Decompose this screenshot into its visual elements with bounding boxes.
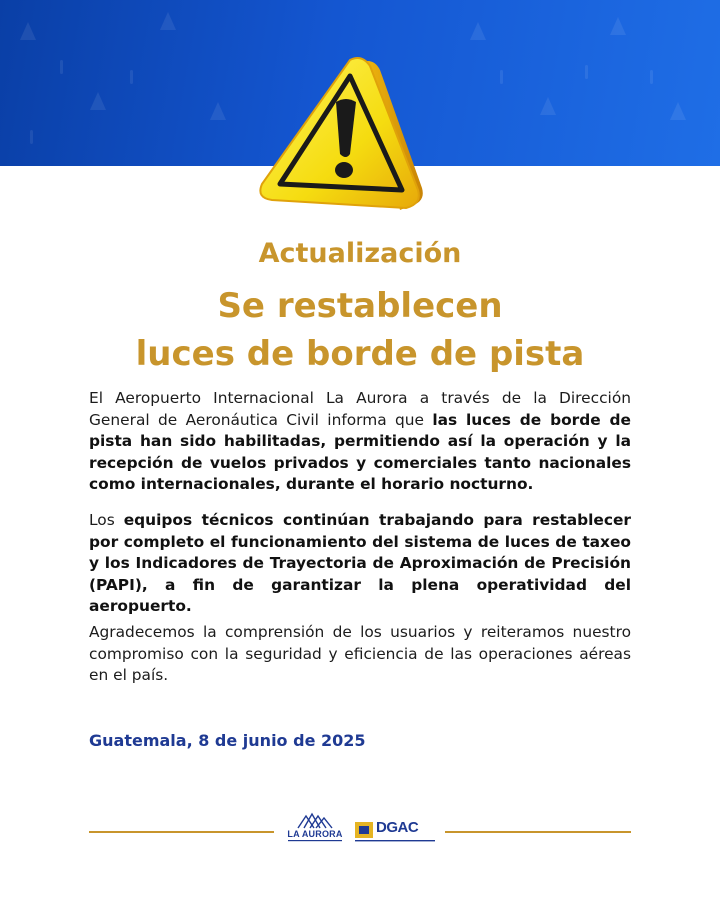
paragraph-2-bold: equipos técnicos continúan trabajando para restablecer por completo el funcionamiento del sistema de luces de taxeo y los Indicadores de Trayectoria de Aproximación de Precisión (PAPI), a fin de garantizar la plena operatividad del aeropuerto. xyxy=(89,511,631,615)
footer-divider-left xyxy=(89,831,274,833)
paragraph-2-normal: Los xyxy=(89,511,124,529)
paragraph-1-normal: El Aeropuerto Internacional La Aurora a través de la Dirección General de Aeronáutica Civil informa que xyxy=(89,389,631,429)
title-line-1: Se restablecen xyxy=(217,286,503,326)
paragraph-1-bold: las luces de borde de pista han sido habilitadas, permitiendo así la operación y la recepción de vuelos privados y comerciales tanto nacionales como internacionales, durante el horario nocturno. xyxy=(89,410,631,493)
la-aurora-logo-text: LA AURORA xyxy=(287,829,343,839)
warning-triangle-icon xyxy=(250,50,430,230)
update-kicker: Actualización xyxy=(258,238,462,269)
paragraph-2 xyxy=(89,510,631,618)
footer-divider-right xyxy=(445,831,631,833)
paragraph-3: Agradecemos la comprensión de los usuarios y reiteramos nuestro compromiso con la seguridad y eficiencia de las operaciones aéreas en el país. xyxy=(89,623,631,684)
page-title xyxy=(0,282,720,378)
paragraph-1 xyxy=(89,388,631,496)
dgac-logo-text: DGAC xyxy=(376,819,419,836)
title-line-2: luces de borde de pista xyxy=(135,334,585,374)
dateline: Guatemala, 8 de junio de 2025 xyxy=(89,731,366,750)
